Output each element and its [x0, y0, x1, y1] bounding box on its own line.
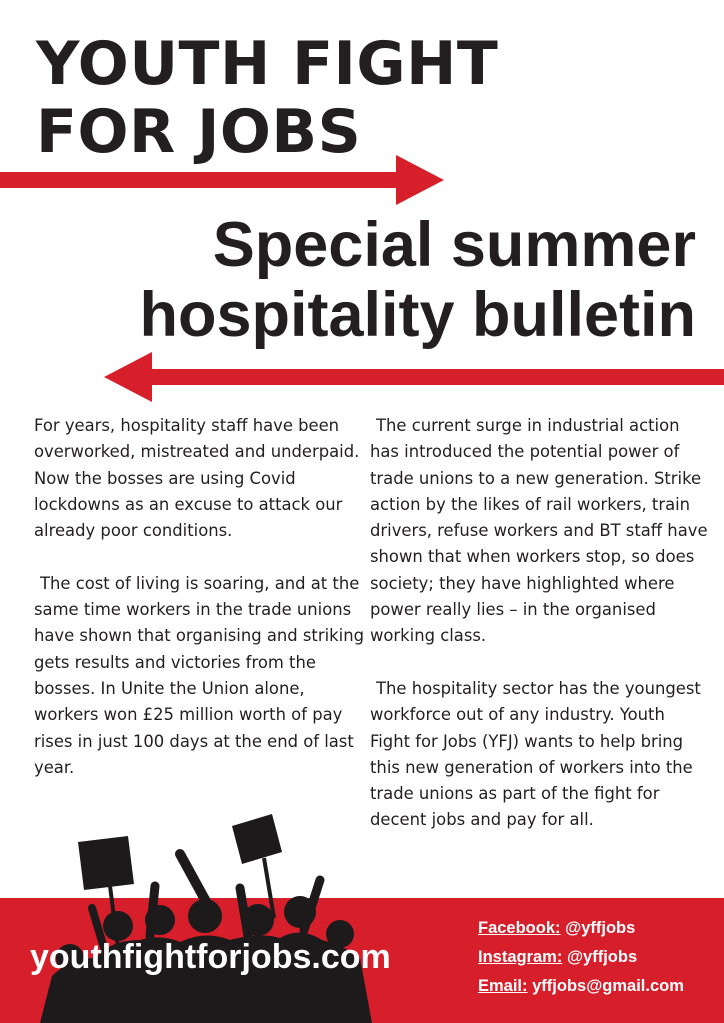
- article-column-left: [34, 413, 364, 807]
- instagram-handle: @yffjobs: [566, 948, 638, 966]
- website-url: youthfightforjobs.com: [30, 938, 391, 976]
- article-paragraph: The cost of living is soaring, and at the same time workers in the trade unions have shown that organising and striking gets results and victories from the bosses. In Unite the Union alone, workers won £25 million worth of pay rises in just 100 days at the end of last year.: [34, 573, 364, 777]
- bulletin-headline-line-2: hospitality bulletin: [139, 280, 696, 350]
- organization-title: [36, 30, 498, 166]
- email-address: yffjobs@gmail.com: [532, 977, 684, 995]
- facebook-contact: [478, 914, 684, 943]
- contact-block: [478, 914, 684, 1001]
- article-paragraph: The hospitality sector has the youngest workforce out of any industry. Youth Fight for Jobs (YFJ) wants to help bring this new generation of workers into the trade unions as part of the fight for decent jobs and pay for all.: [370, 678, 701, 830]
- left-arrow-icon: [104, 352, 724, 402]
- right-arrow-icon: [0, 155, 445, 205]
- facebook-label: Facebook:: [478, 919, 561, 937]
- article-paragraph: For years, hospitality staff have been overworked, mistreated and underpaid. Now the bosses are using Covid lockdowns as an excuse to attack our already poor conditions.: [34, 416, 360, 541]
- bulletin-headline: [139, 210, 696, 350]
- bulletin-headline-line-1: Special summer: [212, 210, 696, 280]
- email-contact: [478, 972, 684, 1001]
- protest-crowd-silhouette-icon: [0, 808, 380, 1023]
- article-paragraph: The current surge in industrial action has introduced the potential power of trade unions to a new generation. Strike action by the likes of rail workers, train drivers, refuse workers and BT staff have shown that when workers stop, so does society; they have highlighted where power really lies – in the organised working class.: [370, 416, 708, 646]
- instagram-label: Instagram:: [478, 948, 563, 966]
- email-label: Email:: [478, 977, 528, 995]
- instagram-contact: [478, 943, 684, 972]
- facebook-handle: @yffjobs: [565, 919, 636, 937]
- organization-title-line-2: FOR JOBS: [36, 97, 362, 167]
- organization-title-line-1: YOUTH FIGHT: [36, 29, 499, 99]
- article-column-right: [370, 413, 710, 860]
